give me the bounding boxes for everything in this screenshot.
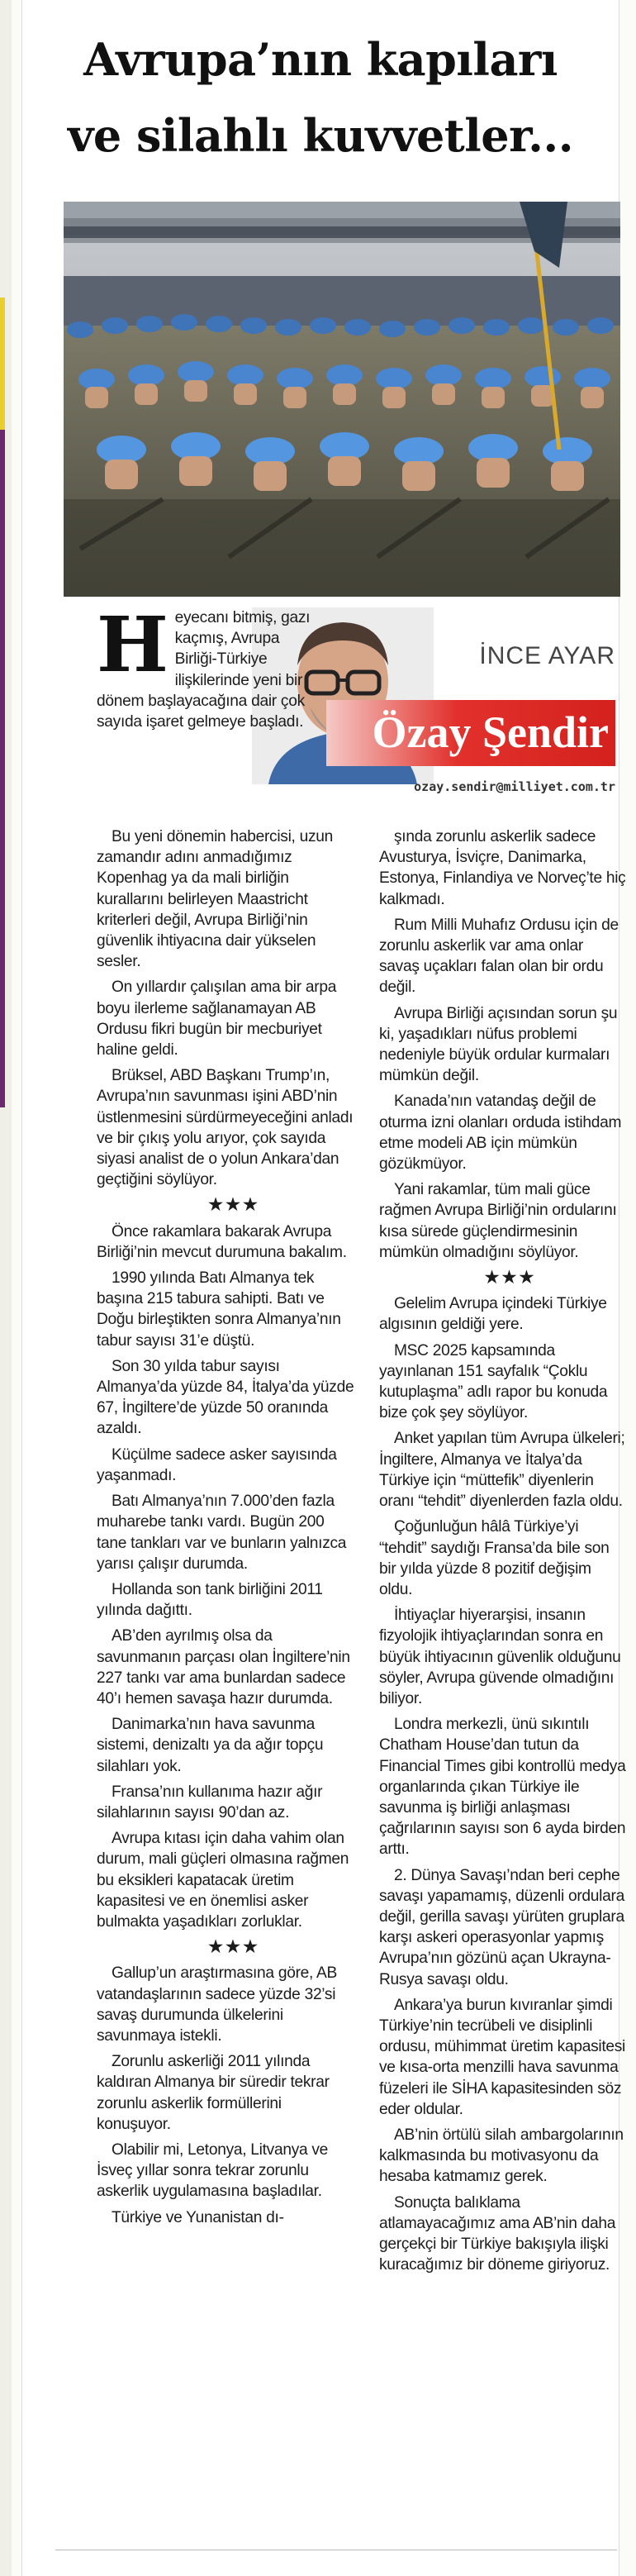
article-left-column — [97, 826, 357, 2233]
article-paragraph: şında zorunlu askerlik sadece Avusturya, İsviçre, Danimarka, Estonya, Finlandiya ve Norveç’te hiç kalkmadı. — [379, 828, 626, 908]
article-paragraph: On yıllardır çalışılan ama bir arpa boyu ilerleme sağlanamayan AB Ordusu fikri bugün bir mecburiyet haline geldi. — [97, 978, 337, 1059]
newspaper-page — [21, 0, 626, 2576]
column-name: İNCE AYAR — [479, 642, 615, 669]
soldiers-parade-photo — [64, 202, 620, 597]
article-paragraph: Anket yapılan tüm Avrupa ülkeleri; İngiltere, Almanya ve İtalya’da Türkiye için “müttefik” diyenlerin oranı “tehdit” diyenlerden fazla oldu. — [379, 1430, 625, 1511]
article-paragraph: Yani rakamlar, tüm mali güce rağmen Avrupa Birliği’nin ordularını kısa sürede güçlendirmesinin mümkün olmadığını söylüyor. — [379, 1181, 617, 1261]
author-email[interactable]: ozay.sendir@milliyet.com.tr — [414, 779, 615, 794]
article-paragraph: İhtiyaçlar hiyerarşisi, insanın fizyolojik ihtiyaçlarından sonra en büyük ihtiyacının güvenlik olduğunu söyler, Avrupa güvende olmadığını biliyor. — [379, 1607, 621, 1707]
headline-line-2: ve silahlı kuvvetler... — [67, 109, 574, 162]
article-paragraph: Brüksel, ABD Başkanı Trump’ın, Avrupa’nın savunması işini ABD’nin üstlenmesini sürdürmeyeceğini anladı ve bir çıkış yolu arıyor, çok sayıda siyasi analist de o yolun Ankara’dan geçtiğini söylüyor. — [97, 1067, 354, 1189]
article-paragraph: Çoğunluğun hâlâ Türkiye’yi “tehdit” saydığı Fransa’da bile son bir yılda yüzde 8 pozitif değişim oldu. — [379, 1518, 610, 1598]
article-paragraph: Zorunlu askerliği 2011 yılında kaldıran Almanya bir süredir tekrar zorunlu askerlik formüllerini konuşuyor. — [97, 2053, 330, 2133]
author-name: Özay Şendir — [372, 707, 609, 757]
drop-cap: H — [97, 600, 168, 689]
neighbor-page-yellow-strip — [0, 298, 5, 430]
article-paragraph: Gelelim Avrupa içindeki Türkiye algısının geldiği yere. — [379, 1295, 607, 1334]
article-paragraph: Son 30 yılda tabur sayısı Almanya’da yüzde 84, İtalya’da yüzde 67, İngiltere’de yüzde 50 oranında azaldı. — [97, 1357, 354, 1438]
article-paragraph: Avrupa kıtası için daha vahim olan durum, mali güçleri olmasına rağmen bu eksikleri kapatacak üretim kapasitesi ve en önemlisi asker bulmakta yaşadıkları zorluklar. — [97, 1830, 349, 1931]
headline-line-1: Avrupa’nın kapıları — [83, 33, 558, 86]
article-right-column — [379, 826, 627, 2280]
article-paragraph: Avrupa Birliği açısından sorun şu ki, yaşadıkları nüfus problemi nedeniyle büyük ordular kurmaları mümkün değil. — [379, 1004, 618, 1085]
article-paragraph: AB’nin örtülü silah ambargolarının kalkmasında bu motivasyonu da hesaba katmamız gerek. — [379, 2126, 624, 2186]
article-paragraph: Bu yeni dönemin habercisi, uzun zamandır adını anmadığımız Kopenhag ya da mali birliğin kurallarını belirleyen Maastricht kriterleri değil, Avrupa Birliği’nin güvenlik ihtiyacına dair yükselen sesler. — [97, 828, 334, 971]
photo-illustration — [64, 202, 620, 597]
article-paragraph: Ankara’ya burun kıvıranlar şimdi Türkiye’nin tecrübeli ve disiplinli ordusu, mühimmat üretim kapasitesi ve kısa-orta menzilli hava savunma füzeleri ile SİHA kapasitesinden söz eder oldular. — [379, 1996, 625, 2118]
article-paragraph: Rum Milli Muhafız Ordusu için de zorunlu askerlik var ama onlar savaş uçakları falan olan bir ordu değil. — [379, 916, 619, 997]
article-paragraph: Önce rakamlara bakarak Avrupa Birliği’nin mevcut durumuna bakalım. — [97, 1222, 347, 1261]
section-separator: ★★★ — [208, 1196, 260, 1215]
article-paragraph: MSC 2025 kapsamında yayınlanan 151 sayfalık “Çoklu kutuplaşma” adlı rapor bu konuda bize çok şey söylüyor. — [379, 1341, 608, 1422]
article-paragraph: Kanada’nın vatandaş değil de oturma izni olanları orduda istihdam etme modeli AB için mümkün gözükmüyor. — [379, 1093, 622, 1174]
article-intro — [97, 600, 311, 737]
intro-paragraph — [97, 600, 311, 732]
intro-text: eyecanı bitmiş, gazı kaçmış, Avrupa Birliği-Türkiye ilişkilerinde yeni bir dönem başlayacağına dair çok sayıda işaret gelmeye başladı. — [97, 609, 311, 731]
article-paragraph: Türkiye ve Yunanistan dı- — [112, 2208, 284, 2226]
article-paragraph: AB’den ayrılmış olsa da savunmanın parçası olan İngiltere’nin 227 tankı var ama bunlardan sadece 40’ı hemen savaşa hazır durumda. — [97, 1627, 350, 1707]
article-paragraph: Hollanda son tank birliğini 2011 yılında dağıttı. — [97, 1580, 323, 1620]
article-paragraph: 1990 yılında Batı Almanya tek başına 215 tabura sahipti. Batı ve Doğu birleştikten sonra Almanya’nın tabur sayısı 31’e düştü. — [97, 1269, 341, 1350]
article-paragraph: Gallup’un araştırmasına göre, AB vatandaşlarının sadece yüzde 32’si savaş durumunda ülkelerini savunmaya istekli. — [97, 1964, 338, 2045]
neighbor-page-purple-strip — [0, 430, 5, 1107]
section-separator: ★★★ — [484, 1269, 537, 1288]
section-separator: ★★★ — [208, 1938, 260, 1957]
article-paragraph: 2. Dünya Savaşı’ndan beri cephe savaşı yapamamış, düzenli ordulara değil, gerilla savaşı yürüten gruplara karşı askeri operasyonlar yapmış Avrupa’nın gözünü açan Ukrayna-Rusya savaşı oldu. — [379, 1866, 624, 1988]
article-paragraph: Fransa’nın kullanıma hazır ağır silahlarının sayısı 90’dan az. — [97, 1783, 323, 1821]
article-paragraph: Londra merkezli, ünü sıkıntılı Chatham House’dan tutun da Financial Times gibi kontrollü medya organlarında çıkan Türkiye ile savunma iş birliği anlaşması çağrılarının sayısı son 6 ayda birden arttı. — [379, 1716, 626, 1859]
author-name-band — [326, 700, 615, 766]
article-paragraph: Olabilir mi, Letonya, Litvanya ve İsveç yıllar sonra tekrar zorunlu askerlik uygulamasına başladılar. — [97, 2140, 329, 2201]
article-paragraph: Batı Almanya’nın 7.000’den fazla muharebe tankı vardı. Bugün 200 tane tankları var ve bunların yalnızca yarısı çalışır durumda. — [97, 1493, 347, 1573]
article-paragraph: Küçülme sadece asker sayısında yaşanmadı. — [97, 1445, 337, 1484]
article-paragraph: Danimarka’nın hava savunma sistemi, denizaltı ya da ağır topçu silahları yok. — [97, 1716, 324, 1775]
article-paragraph: Sonuçta balıklama atlamayacağımız ama AB’nin daha gerçekçi bir Türkiye bakışıyla ilişki kuracağımız bir döneme giriyoruz. — [379, 2193, 616, 2274]
